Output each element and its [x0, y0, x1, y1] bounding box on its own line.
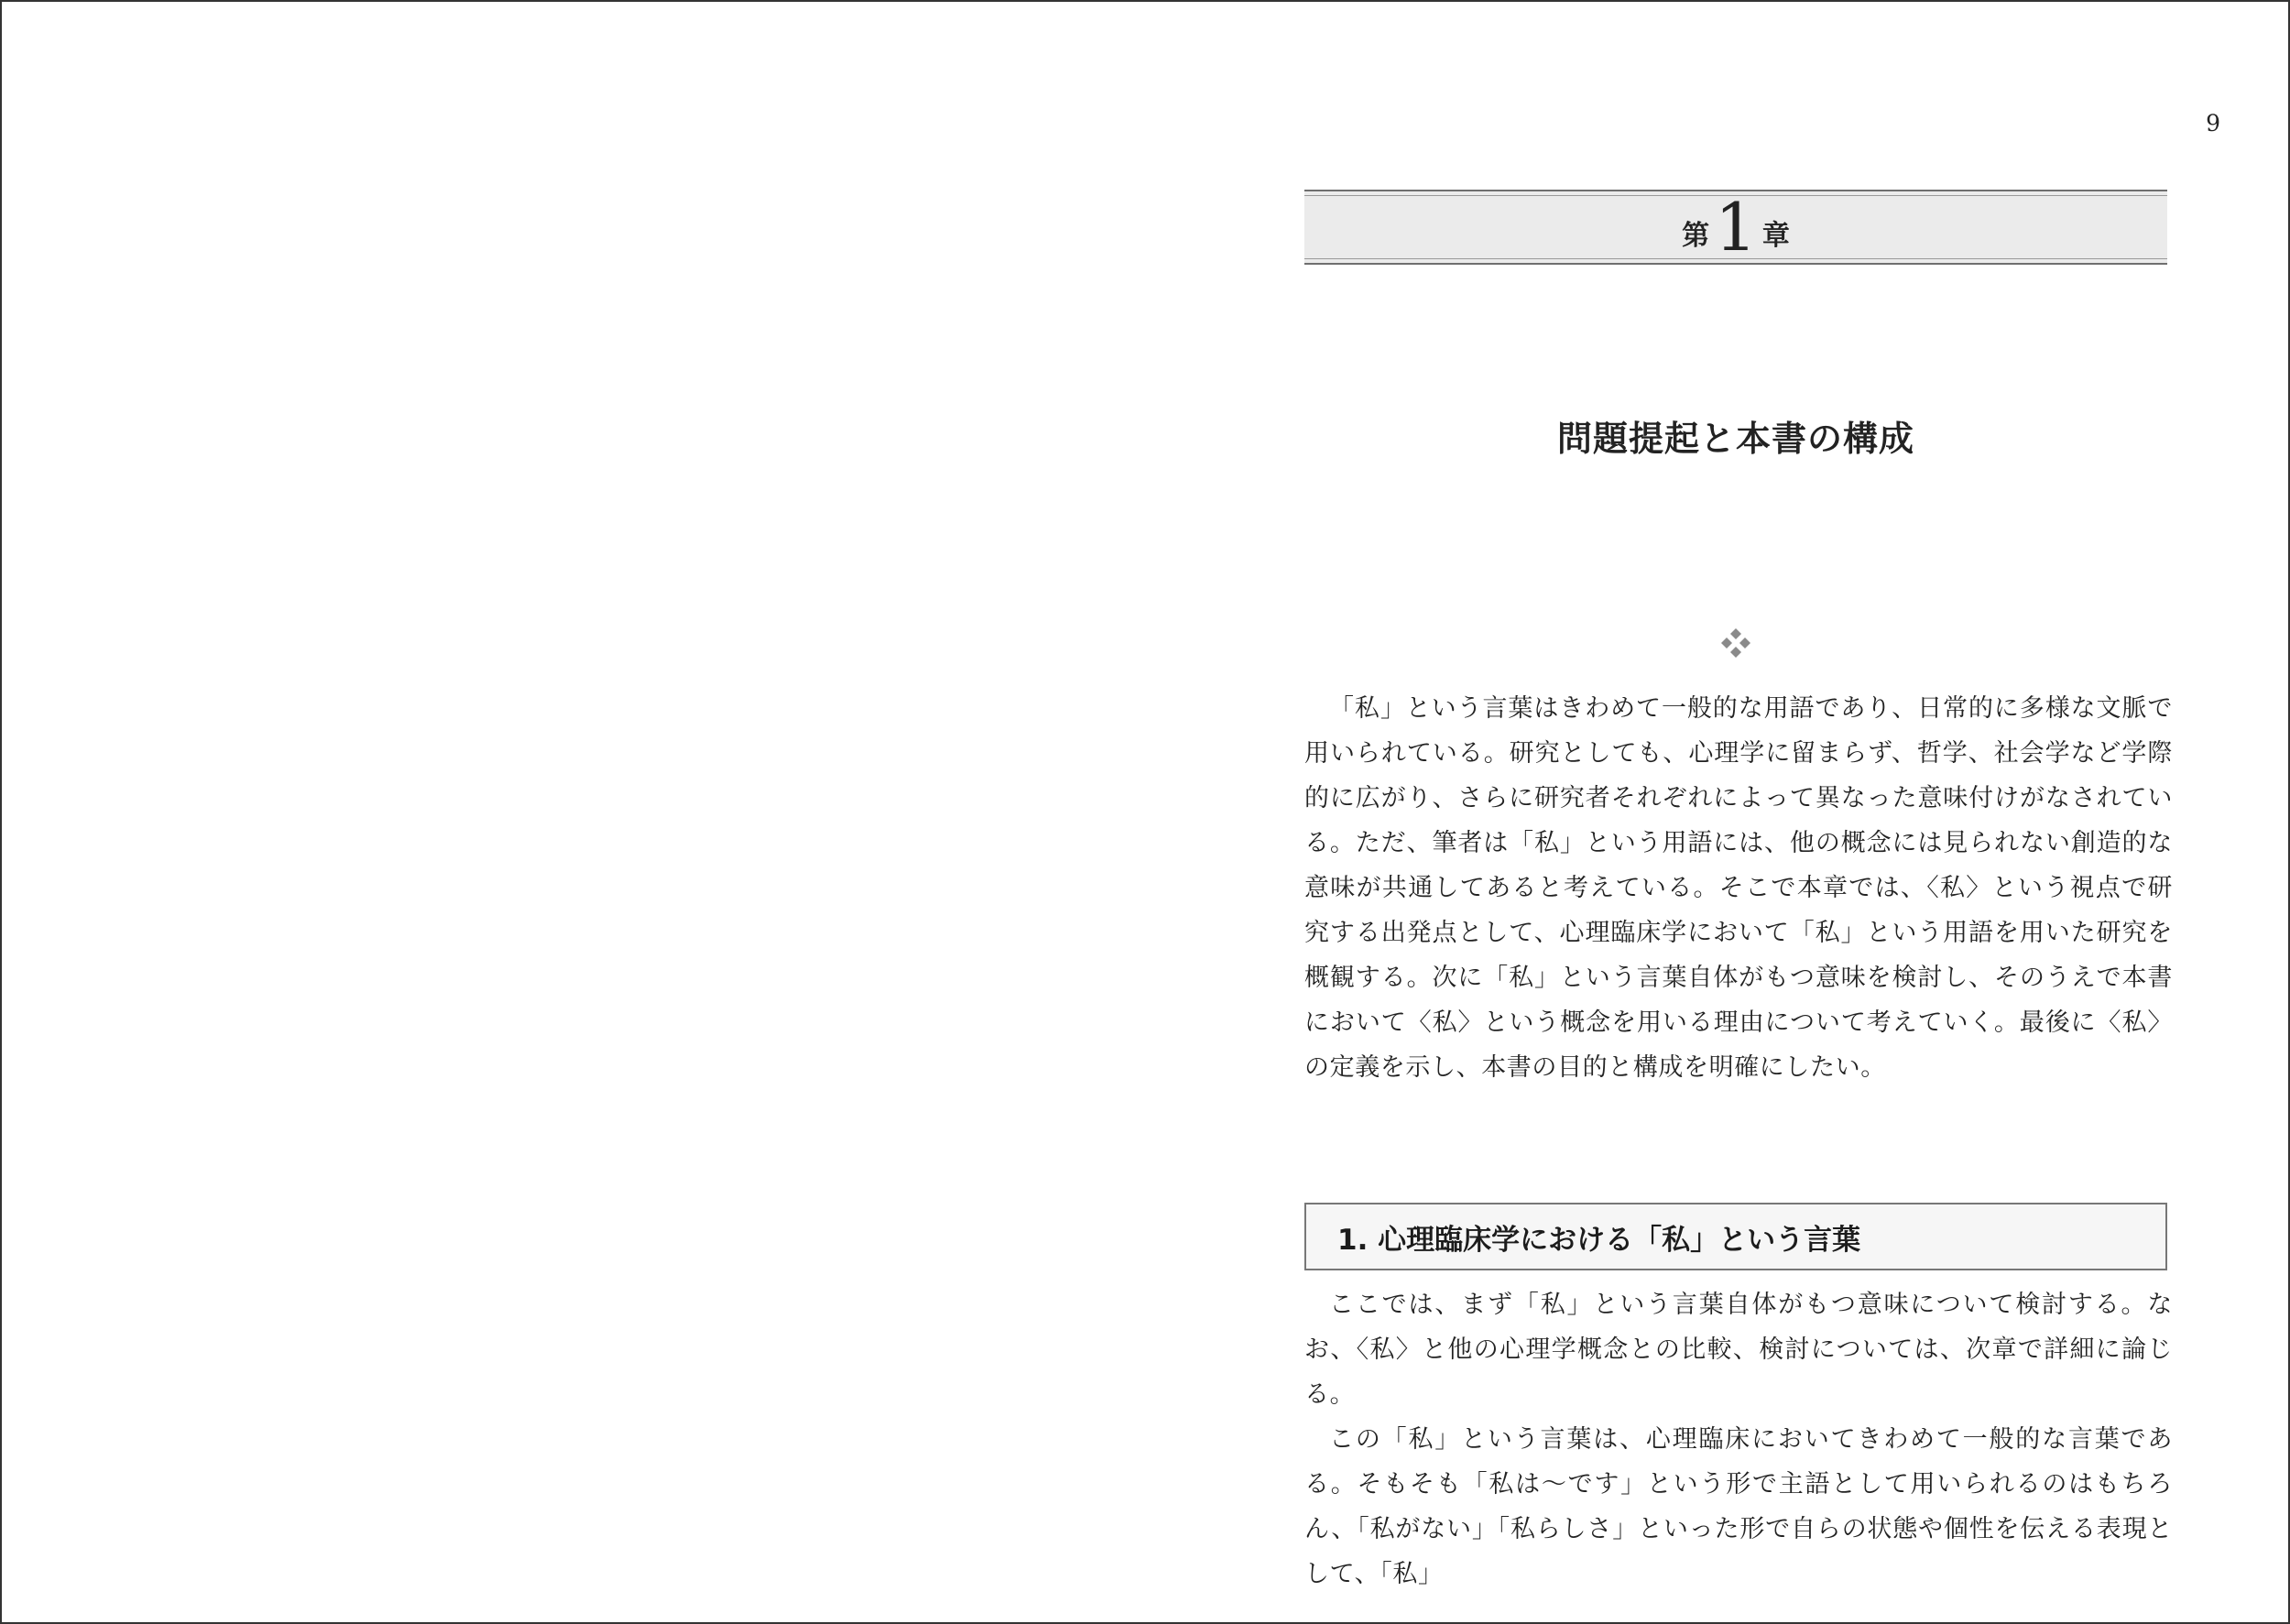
chapter-suffix: 章 [1761, 220, 1790, 252]
chapter-prefix: 第 [1682, 220, 1710, 252]
section-paragraph-1: ここでは、まず「私」という言葉自体がもつ意味について検討する。なお、〈私〉と他の心理学概念との比較、検討については、次章で詳細に論じる。 [1304, 1291, 2173, 1409]
chapter-band [1304, 190, 2167, 265]
right-page [1147, 2, 2288, 1622]
left-page-blank [2, 2, 1147, 1622]
chapter-title: 問題提起と本書の構成 [1556, 418, 1914, 459]
section-body [1304, 1282, 2173, 1597]
intro-text: 「私」という言葉はきわめて一般的な用語であり、日常的に多様な文脈で用いられている。研究としても、心理学に留まらず、哲学、社会学など学際的に広がり、さらに研究者それぞれによって異なった意味付けがなされている。ただ、筆者は「私」という用語には、他の概念には見られない創造的な意味が共通してあると考えている。そこで本章では、〈私〉という視点で研究する出発点として、心理臨床学において「私」という用語を用いた研究を概観する。次に「私」という言葉自体がもつ意味を検討し、そのうえで本書において〈私〉という概念を用いる理由について考えていく。最後に〈私〉の定義を示し、本書の目的と構成を明確にしたい。 [1304, 694, 2173, 1082]
four-diamond-ornament-icon [1718, 625, 1754, 661]
page-number: 9 [2206, 110, 2220, 136]
chapter-number: 1 [1715, 189, 1757, 266]
section-paragraph-2: この「私」という言葉は、心理臨床においてきわめて一般的な言葉である。そもそも「私は〜です」という形で主語として用いられるのはもちろん、「私がない」「私らしさ」といった形で自らの状態や個性を伝える表現として、「私」 [1304, 1425, 2173, 1588]
section-heading: 1. 心理臨床学における「私」という言葉 [1304, 1203, 2167, 1270]
intro-paragraph [1304, 686, 2173, 1090]
